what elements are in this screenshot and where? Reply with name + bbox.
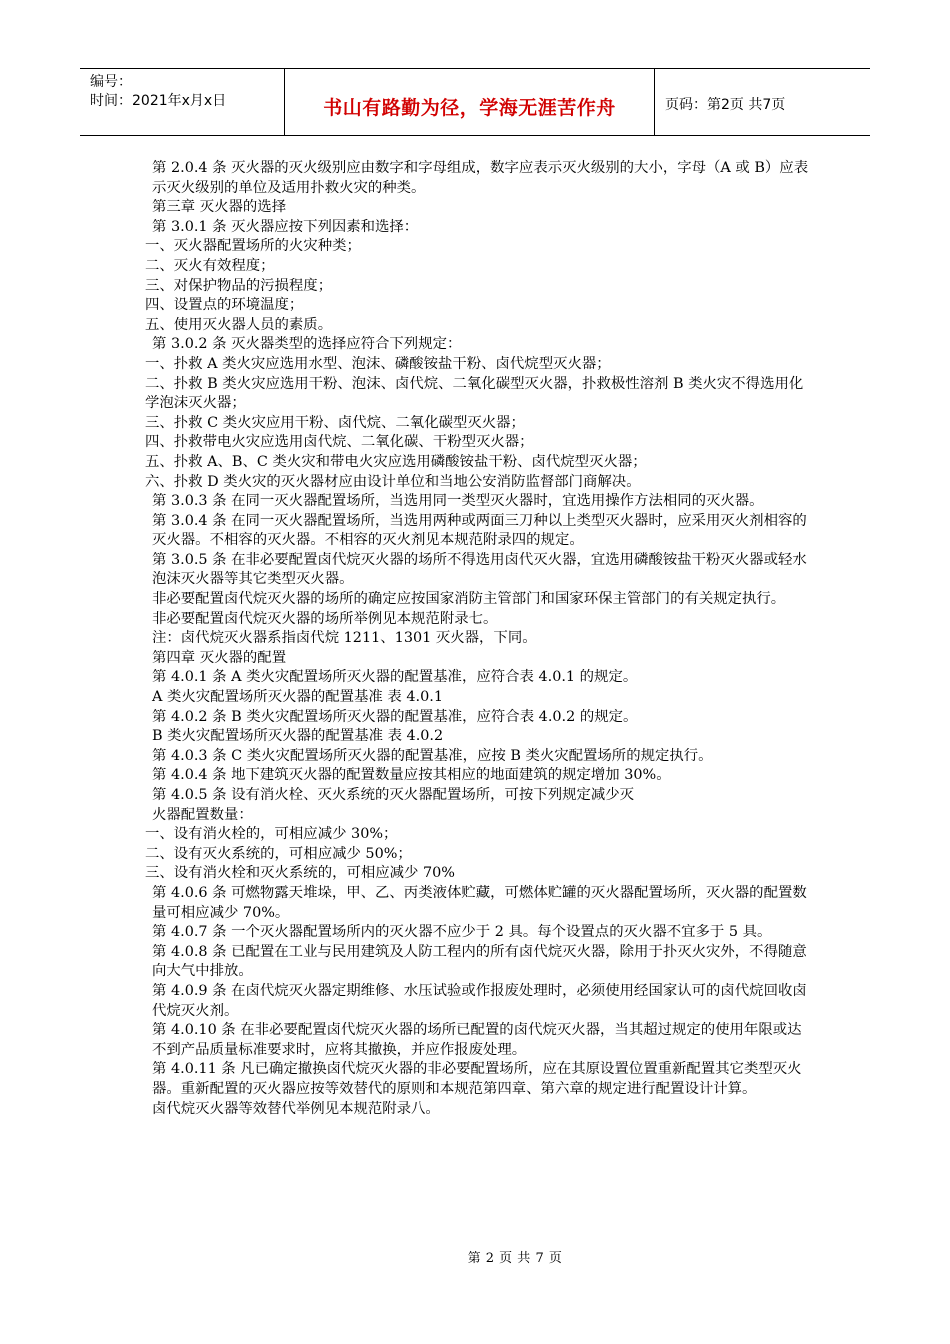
list-item: 三、对保护物品的污损程度；: [145, 277, 333, 294]
paragraph: 第 4.0.11 条 凡已确定撤换卤代烷灭火器的非必要配置场所，应在其原设置位置重新配置其它类型灭火器。重新配置的灭火器应按等效替代的原则和本规范第四章、第六章的规定进行配置设计计算。: [152, 1061, 802, 1097]
table-caption: B 类火灾配置场所灭火器的配置基准 表 4.0.2: [152, 728, 444, 745]
list-item: 一、设有消火栓的，可相应减少 30%；: [145, 826, 398, 843]
list-item: 六、扑救 D 类火灾的灭火器材应由设计单位和当地公安消防监督部门商解决。: [145, 473, 641, 490]
paragraph: 第 4.0.8 条 已配置在工业与民用建筑及人防工程内的所有卤代烷灭火器，除用于扑灭火灾外，不得随意向大气中排放。: [152, 943, 807, 980]
list-item: 一、灭火器配置场所的火灾种类；: [145, 238, 361, 255]
paragraph: 第 4.0.7 条 一个灭火器配置场所内的灭火器不应少于 2 具。每个设置点的灭火器不宜多于 5 具。: [152, 924, 772, 941]
document-time-label: 时间：2021年x月x日: [90, 93, 227, 109]
paragraph: 第 4.0.9 条 在卤代烷灭火器定期维修、水压试验或作报废处理时，必须使用经国家认可的卤代烷回收卤代烷灭火剂。: [152, 982, 807, 1019]
paragraph: 第 4.0.6 条 可燃物露天堆垛，甲、乙、丙类液体贮藏，可燃体贮罐的灭火器配置场所，灭火器的配置数量可相应减少 70%。: [152, 884, 807, 921]
chapter-heading: 第四章 灭火器的配置: [152, 649, 287, 666]
paragraph: 非必要配置卤代烷灭火器的场所举例见本规范附录七。: [152, 610, 498, 627]
header-motto: 书山有路勤为径，学海无涯苦作舟: [285, 69, 655, 135]
paragraph: 火器配置数量：: [152, 806, 253, 823]
paragraph: 第 4.0.10 条 在非必要配置卤代烷灭火器的场所已配置的卤代烷灭火器，当其超过规定的使用年限或达不到产品质量标准要求时，应将其撤换，并应作报废处理。: [152, 1022, 802, 1058]
list-item: 四、设置点的环境温度；: [145, 297, 304, 314]
table-caption: A 类火灾配置场所灭火器的配置基准 表 4.0.1: [152, 689, 443, 706]
list-item: 四、扑救带电火灾应选用卤代烷、二氧化碳、干粉型灭火器；: [145, 434, 534, 451]
list-item: 三、扑救 C 类火灾应用干粉、卤代烷、二氧化碳型灭火器；: [145, 414, 525, 431]
paragraph: 卤代烷灭火器等效替代举例见本规范附录八。: [152, 1100, 440, 1117]
list-item: 二、设有灭火系统的，可相应减少 50%；: [145, 845, 412, 862]
list-item: 五、扑救 A、B、C 类火灾和带电火灾应选用磷酸铵盐干粉、卤代烷型灭火器；: [145, 453, 647, 470]
paragraph: 第 3.0.4 条 在同一灭火器配置场所，当选用两种或两面三刀种以上类型灭火器时，应采用灭火剂相容的灭火器。不相容的灭火器。不相容的灭火剂见本规范附录四的规定。: [152, 512, 807, 549]
paragraph: 第 3.0.2 条 灭火器类型的选择应符合下列规定：: [152, 336, 462, 353]
paragraph: 第 4.0.5 条 设有消火栓、灭火系统的灭火器配置场所，可按下列规定减少灭: [152, 787, 635, 803]
document-body: [145, 159, 810, 1119]
paragraph: 第 2.0.4 条 灭火器的灭火级别应由数字和字母组成，数字应表示灭火级别的大小，字母（A 或 B）应表示灭火级别的单位及适用扑救火灾的种类。: [152, 160, 809, 196]
header-page-number: 页码：第2页 共7页: [665, 97, 786, 113]
paragraph: 第 4.0.4 条 地下建筑灭火器的配置数量应按其相应的地面建筑的规定增加 30%。: [152, 767, 671, 784]
paragraph: 第 3.0.5 条 在非必要配置卤代烷灭火器的场所不得选用卤代灭火器，宜选用磷酸铵盐干粉灭火器或轻水泡沫灭火器等其它类型灭火器。: [152, 551, 807, 588]
list-item: 五、使用灭火器人员的素质。: [145, 316, 333, 333]
paragraph: 第 4.0.2 条 B 类火灾配置场所灭火器的配置基准，应符合表 4.0.2 的规定。: [152, 708, 638, 725]
chapter-heading: 第三章 灭火器的选择: [152, 199, 287, 216]
list-item: 三、设有消火栓和灭火系统的，可相应减少 70%: [145, 865, 455, 882]
list-item: 二、灭火有效程度；: [145, 257, 275, 274]
note: 注：卤代烷灭火器系指卤代烷 1211、1301 灭火器，下同。: [152, 630, 537, 647]
paragraph: 第 3.0.1 条 灭火器应按下列因素和选择：: [152, 218, 419, 235]
paragraph: 第 3.0.3 条 在同一灭火器配置场所，当选用同一类型灭火器时，宜选用操作方法相同的灭火器。: [152, 493, 764, 510]
header-meta: [80, 69, 285, 135]
paragraph: 第 4.0.1 条 A 类火灾配置场所灭火器的配置基准，应符合表 4.0.1 的规定。: [152, 669, 638, 686]
page-header: [80, 68, 870, 136]
list-item: 一、扑救 A 类火灾应选用水型、泡沫、磷酸铵盐干粉、卤代烷型灭火器；: [145, 355, 611, 372]
document-number-label: 编号：: [90, 74, 132, 90]
list-item: 二、扑救 B 类火灾应选用干粉、泡沫、卤代烷、二氧化碳型灭火器，扑救极性溶剂 B 类火灾不得选用化学泡沫灭火器；: [145, 375, 804, 412]
paragraph: 第 4.0.3 条 C 类火灾配置场所灭火器的配置基准，应按 B 类火灾配置场所的规定执行。: [152, 747, 713, 764]
page-footer: 第 2 页 共 7 页: [467, 1251, 563, 1266]
paragraph: 非必要配置卤代烷灭火器的场所的确定应按国家消防主管部门和国家环保主管部门的有关规定执行。: [152, 591, 786, 608]
